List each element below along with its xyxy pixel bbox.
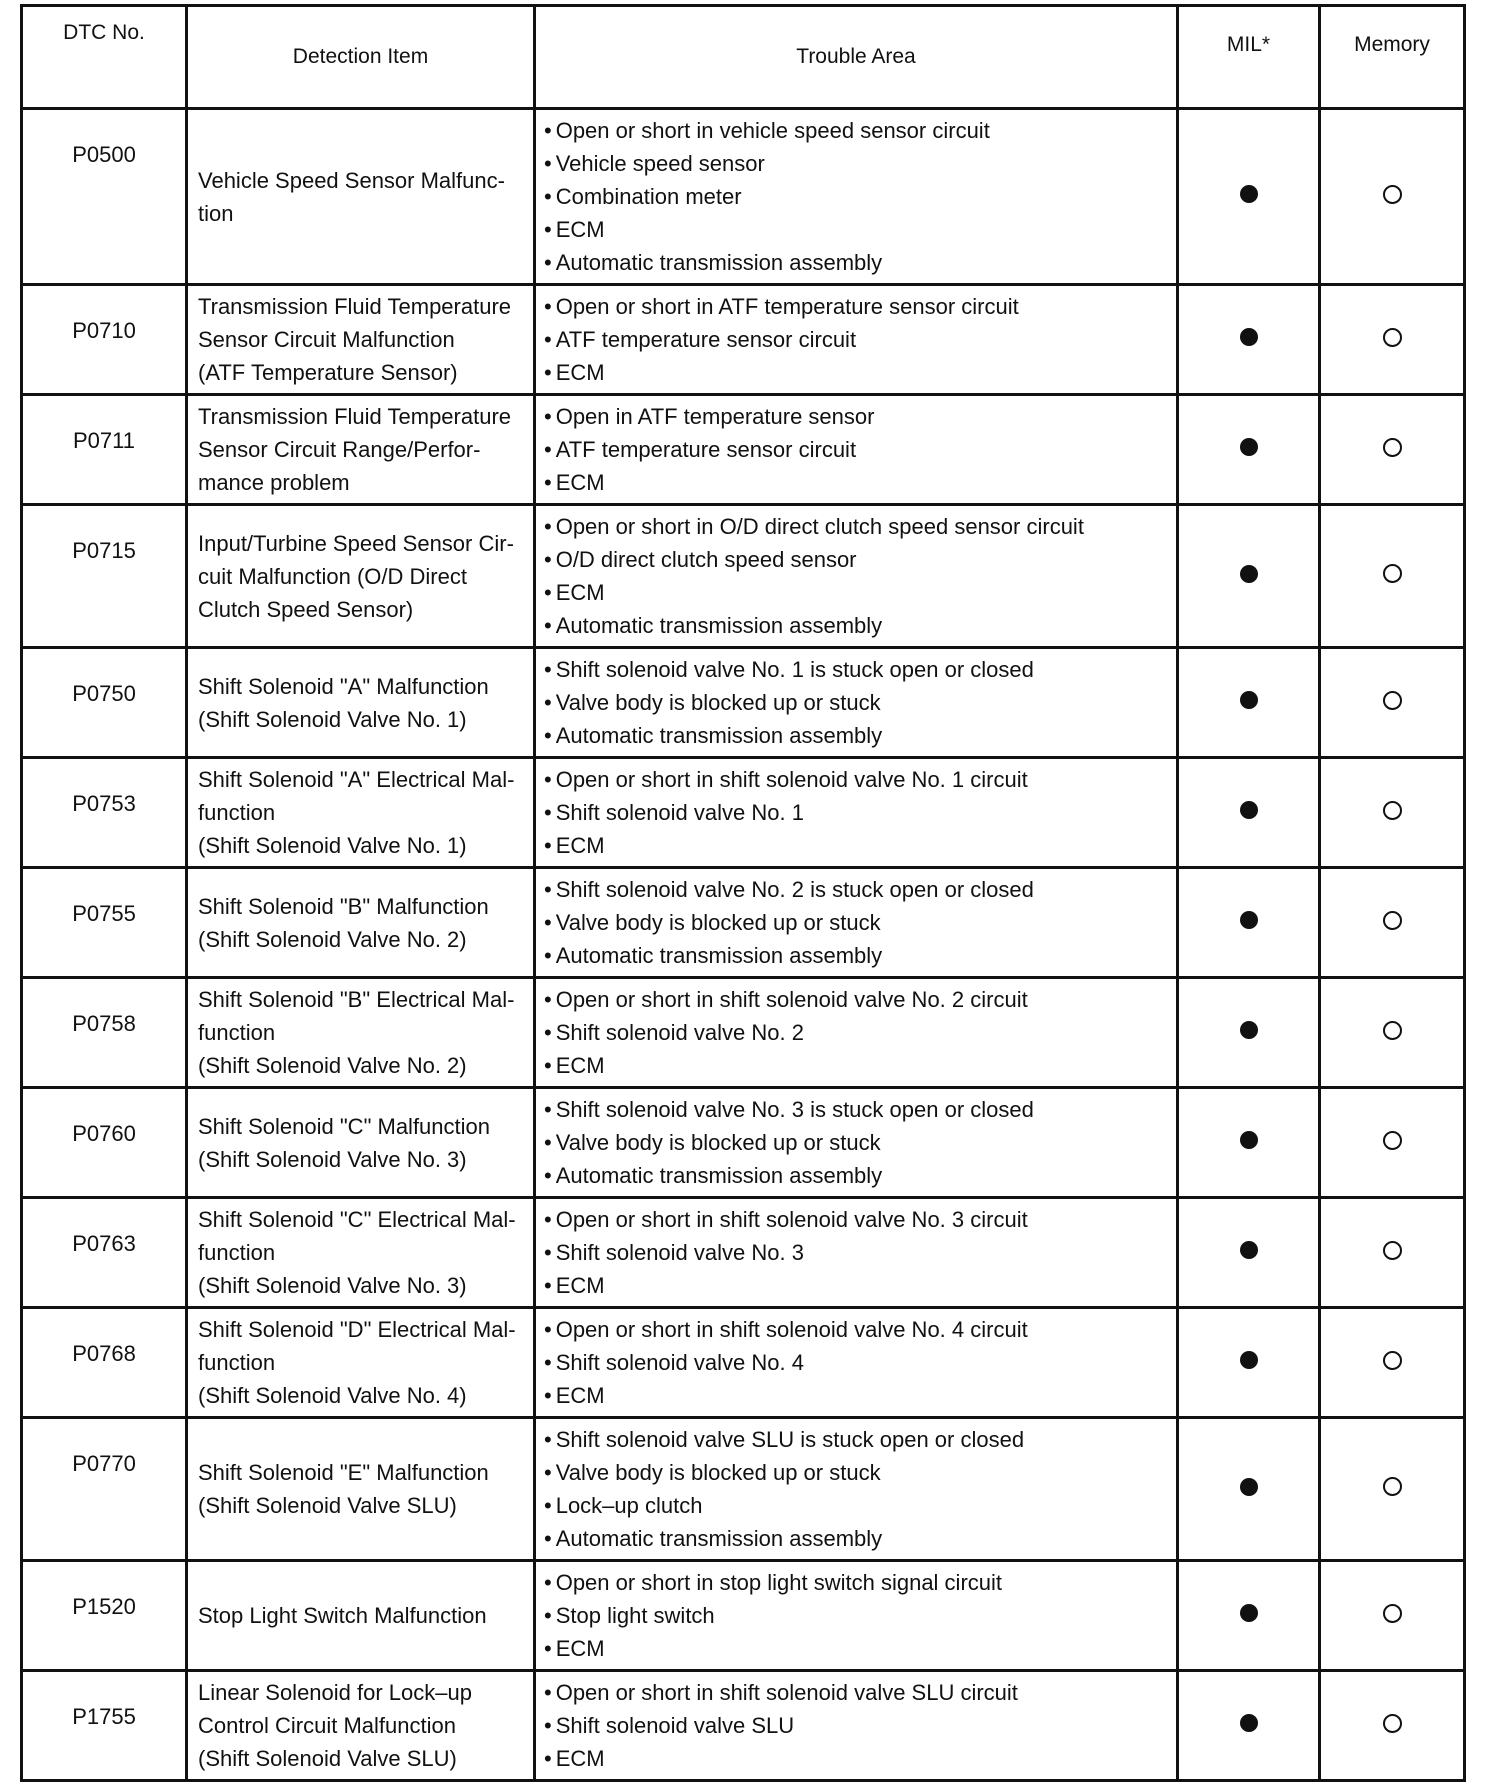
mil-cell: [1178, 505, 1320, 648]
trouble-area-item: • Valve body is blocked up or stuck: [544, 1126, 1168, 1159]
detection-item: Shift Solenoid "A" Malfunction (Shift Solenoid Valve No. 1): [187, 648, 535, 758]
filled-circle-icon: [1240, 801, 1258, 819]
open-circle-icon: [1383, 691, 1402, 710]
open-circle-icon: [1383, 185, 1402, 204]
trouble-area-item: • Valve body is blocked up or stuck: [544, 1456, 1168, 1489]
detection-item: Transmission Fluid Temperature Sensor Circuit Malfunction (ATF Temperature Sensor): [187, 285, 535, 395]
trouble-area-item: • ECM: [544, 1379, 1168, 1412]
trouble-area: [535, 1088, 1178, 1198]
trouble-area-item: • Open or short in ATF temperature sensor circuit: [544, 290, 1168, 323]
trouble-area-item: • ECM: [544, 1632, 1168, 1665]
trouble-area-item: • Stop light switch: [544, 1599, 1168, 1632]
trouble-area-list: [544, 983, 1168, 1082]
open-circle-icon: [1383, 1604, 1402, 1623]
mil-cell: [1178, 1418, 1320, 1561]
trouble-area-item: • Automatic transmission assembly: [544, 246, 1168, 279]
trouble-area-item: • ECM: [544, 466, 1168, 499]
mil-cell: [1178, 1308, 1320, 1418]
trouble-area-item: • ECM: [544, 213, 1168, 246]
trouble-area-item: • Automatic transmission assembly: [544, 609, 1168, 642]
memory-cell: [1320, 758, 1465, 868]
table-row: [22, 505, 1465, 648]
trouble-area-item: • Combination meter: [544, 180, 1168, 213]
mil-cell: [1178, 1198, 1320, 1308]
trouble-area-item: • Open or short in vehicle speed sensor circuit: [544, 114, 1168, 147]
header-trouble-area: Trouble Area: [535, 6, 1178, 109]
mil-cell: [1178, 395, 1320, 505]
trouble-area-item: • Open or short in shift solenoid valve No. 1 circuit: [544, 763, 1168, 796]
trouble-area-item: • ECM: [544, 1049, 1168, 1082]
dtc-code: P0715: [22, 505, 187, 648]
open-circle-icon: [1383, 911, 1402, 930]
memory-cell: [1320, 505, 1465, 648]
trouble-area-list: [544, 873, 1168, 972]
trouble-area-item: • Shift solenoid valve No. 3: [544, 1236, 1168, 1269]
memory-cell: [1320, 978, 1465, 1088]
trouble-area-item: • Shift solenoid valve SLU: [544, 1709, 1168, 1742]
memory-cell: [1320, 395, 1465, 505]
trouble-area-item: • O/D direct clutch speed sensor: [544, 543, 1168, 576]
filled-circle-icon: [1240, 1131, 1258, 1149]
memory-cell: [1320, 1088, 1465, 1198]
dtc-code: P1755: [22, 1671, 187, 1781]
trouble-area-item: • Automatic transmission assembly: [544, 1522, 1168, 1555]
memory-cell: [1320, 868, 1465, 978]
trouble-area-item: • ECM: [544, 829, 1168, 862]
table-row: [22, 285, 1465, 395]
table-row: [22, 978, 1465, 1088]
trouble-area-list: [544, 1203, 1168, 1302]
table-row: [22, 648, 1465, 758]
header-dtc-no: DTC No.: [22, 6, 187, 109]
filled-circle-icon: [1240, 1021, 1258, 1039]
trouble-area-item: • Shift solenoid valve No. 1 is stuck open or closed: [544, 653, 1168, 686]
open-circle-icon: [1383, 1477, 1402, 1496]
filled-circle-icon: [1240, 1478, 1258, 1496]
filled-circle-icon: [1240, 1604, 1258, 1622]
trouble-area-item: • ATF temperature sensor circuit: [544, 323, 1168, 356]
dtc-table: [20, 4, 1466, 1782]
trouble-area: [535, 1308, 1178, 1418]
dtc-code: P0500: [22, 109, 187, 285]
dtc-code: P0770: [22, 1418, 187, 1561]
detection-item: Vehicle Speed Sensor Malfunc- tion: [187, 109, 535, 285]
trouble-area-list: [544, 1566, 1168, 1665]
detection-item: Shift Solenoid "E" Malfunction (Shift Solenoid Valve SLU): [187, 1418, 535, 1561]
table-row: [22, 758, 1465, 868]
header-detection-item: Detection Item: [187, 6, 535, 109]
filled-circle-icon: [1240, 565, 1258, 583]
trouble-area-item: • Automatic transmission assembly: [544, 719, 1168, 752]
trouble-area: [535, 1561, 1178, 1671]
table-row: [22, 1088, 1465, 1198]
trouble-area: [535, 978, 1178, 1088]
trouble-area-list: [544, 1093, 1168, 1192]
memory-cell: [1320, 648, 1465, 758]
open-circle-icon: [1383, 1351, 1402, 1370]
trouble-area-item: • Open or short in stop light switch signal circuit: [544, 1566, 1168, 1599]
header-row: [22, 6, 1465, 109]
filled-circle-icon: [1240, 1714, 1258, 1732]
filled-circle-icon: [1240, 328, 1258, 346]
trouble-area: [535, 395, 1178, 505]
trouble-area-list: [544, 763, 1168, 862]
memory-cell: [1320, 1418, 1465, 1561]
trouble-area-item: • Open or short in shift solenoid valve SLU circuit: [544, 1676, 1168, 1709]
trouble-area-item: • ECM: [544, 1269, 1168, 1302]
dtc-code: P0758: [22, 978, 187, 1088]
trouble-area: [535, 758, 1178, 868]
trouble-area: [535, 1671, 1178, 1781]
open-circle-icon: [1383, 564, 1402, 583]
detection-item: Shift Solenoid "C" Malfunction (Shift Solenoid Valve No. 3): [187, 1088, 535, 1198]
dtc-code: P0753: [22, 758, 187, 868]
header-mil: MIL*: [1178, 6, 1320, 109]
dtc-code: P1520: [22, 1561, 187, 1671]
table-row: [22, 1308, 1465, 1418]
mil-cell: [1178, 1671, 1320, 1781]
trouble-area-item: • Shift solenoid valve No. 4: [544, 1346, 1168, 1379]
memory-cell: [1320, 1671, 1465, 1781]
trouble-area-list: [544, 1313, 1168, 1412]
memory-cell: [1320, 1198, 1465, 1308]
trouble-area-item: • Valve body is blocked up or stuck: [544, 906, 1168, 939]
trouble-area-item: • Open or short in shift solenoid valve No. 4 circuit: [544, 1313, 1168, 1346]
trouble-area-list: [544, 653, 1168, 752]
trouble-area-item: • Open or short in shift solenoid valve No. 2 circuit: [544, 983, 1168, 1016]
table-row: [22, 395, 1465, 505]
mil-cell: [1178, 285, 1320, 395]
detection-item: Shift Solenoid "A" Electrical Mal- function (Shift Solenoid Valve No. 1): [187, 758, 535, 868]
open-circle-icon: [1383, 328, 1402, 347]
table-row: [22, 1671, 1465, 1781]
dtc-code: P0750: [22, 648, 187, 758]
trouble-area-item: • ECM: [544, 576, 1168, 609]
detection-item: Transmission Fluid Temperature Sensor Circuit Range/Perfor- mance problem: [187, 395, 535, 505]
memory-cell: [1320, 109, 1465, 285]
trouble-area-item: • Open or short in O/D direct clutch speed sensor circuit: [544, 510, 1168, 543]
trouble-area-list: [544, 1423, 1168, 1555]
trouble-area-item: • Valve body is blocked up or stuck: [544, 686, 1168, 719]
mil-cell: [1178, 758, 1320, 868]
mil-cell: [1178, 648, 1320, 758]
mil-cell: [1178, 109, 1320, 285]
detection-item: Shift Solenoid "C" Electrical Mal- function (Shift Solenoid Valve No. 3): [187, 1198, 535, 1308]
filled-circle-icon: [1240, 691, 1258, 709]
filled-circle-icon: [1240, 1241, 1258, 1259]
trouble-area-item: • ATF temperature sensor circuit: [544, 433, 1168, 466]
detection-item: Shift Solenoid "B" Malfunction (Shift Solenoid Valve No. 2): [187, 868, 535, 978]
open-circle-icon: [1383, 1021, 1402, 1040]
memory-cell: [1320, 1308, 1465, 1418]
trouble-area: [535, 1418, 1178, 1561]
trouble-area-item: • Shift solenoid valve No. 3 is stuck open or closed: [544, 1093, 1168, 1126]
trouble-area-item: • ECM: [544, 1742, 1168, 1775]
memory-cell: [1320, 285, 1465, 395]
open-circle-icon: [1383, 1714, 1402, 1733]
dtc-code: P0755: [22, 868, 187, 978]
trouble-area: [535, 868, 1178, 978]
mil-cell: [1178, 978, 1320, 1088]
trouble-area-item: • Vehicle speed sensor: [544, 147, 1168, 180]
trouble-area-item: • Open in ATF temperature sensor: [544, 400, 1168, 433]
trouble-area-list: [544, 114, 1168, 279]
trouble-area: [535, 1198, 1178, 1308]
dtc-code: P0710: [22, 285, 187, 395]
trouble-area-list: [544, 510, 1168, 642]
filled-circle-icon: [1240, 185, 1258, 203]
table-row: [22, 109, 1465, 285]
table-row: [22, 1418, 1465, 1561]
detection-item: Shift Solenoid "D" Electrical Mal- function (Shift Solenoid Valve No. 4): [187, 1308, 535, 1418]
trouble-area-item: • Shift solenoid valve No. 1: [544, 796, 1168, 829]
dtc-code: P0711: [22, 395, 187, 505]
table-row: [22, 1561, 1465, 1671]
dtc-code: P0760: [22, 1088, 187, 1198]
dtc-code: P0768: [22, 1308, 187, 1418]
open-circle-icon: [1383, 801, 1402, 820]
trouble-area-item: • Shift solenoid valve SLU is stuck open or closed: [544, 1423, 1168, 1456]
trouble-area-list: [544, 290, 1168, 389]
detection-item: Shift Solenoid "B" Electrical Mal- function (Shift Solenoid Valve No. 2): [187, 978, 535, 1088]
dtc-code: P0763: [22, 1198, 187, 1308]
trouble-area-item: • Lock–up clutch: [544, 1489, 1168, 1522]
detection-item: Stop Light Switch Malfunction: [187, 1561, 535, 1671]
trouble-area-item: • Shift solenoid valve No. 2: [544, 1016, 1168, 1049]
trouble-area-list: [544, 1676, 1168, 1775]
trouble-area-item: • Open or short in shift solenoid valve No. 3 circuit: [544, 1203, 1168, 1236]
table-row: [22, 1198, 1465, 1308]
open-circle-icon: [1383, 438, 1402, 457]
table-row: [22, 868, 1465, 978]
mil-cell: [1178, 868, 1320, 978]
trouble-area: [535, 505, 1178, 648]
mil-cell: [1178, 1561, 1320, 1671]
detection-item: Linear Solenoid for Lock–up Control Circuit Malfunction (Shift Solenoid Valve SLU): [187, 1671, 535, 1781]
trouble-area: [535, 109, 1178, 285]
trouble-area-item: • Automatic transmission assembly: [544, 939, 1168, 972]
memory-cell: [1320, 1561, 1465, 1671]
detection-item: Input/Turbine Speed Sensor Cir- cuit Malfunction (O/D Direct Clutch Speed Sensor): [187, 505, 535, 648]
trouble-area-item: • Shift solenoid valve No. 2 is stuck open or closed: [544, 873, 1168, 906]
filled-circle-icon: [1240, 911, 1258, 929]
filled-circle-icon: [1240, 1351, 1258, 1369]
mil-cell: [1178, 1088, 1320, 1198]
header-memory: Memory: [1320, 6, 1465, 109]
trouble-area-list: [544, 400, 1168, 499]
trouble-area-item: • ECM: [544, 356, 1168, 389]
open-circle-icon: [1383, 1131, 1402, 1150]
trouble-area: [535, 648, 1178, 758]
open-circle-icon: [1383, 1241, 1402, 1260]
filled-circle-icon: [1240, 438, 1258, 456]
dtc-table-body: [22, 109, 1465, 1781]
trouble-area-item: • Automatic transmission assembly: [544, 1159, 1168, 1192]
trouble-area: [535, 285, 1178, 395]
